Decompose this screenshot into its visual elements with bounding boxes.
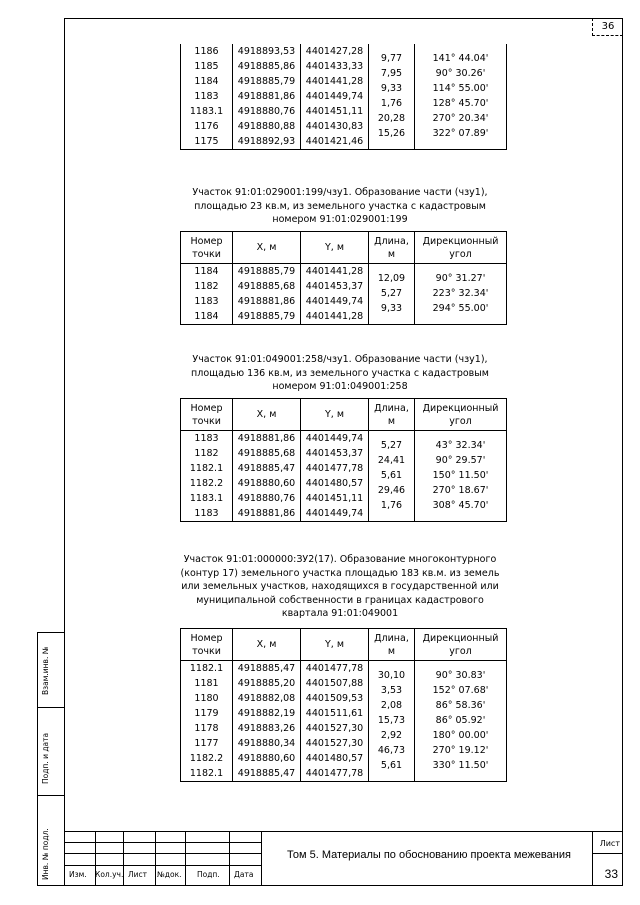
cell-y: 4401449,74 <box>301 431 369 447</box>
cell-angle: 152° 07.68' <box>415 676 507 691</box>
table-row <box>181 476 507 491</box>
caption-line: Участок 91:01:029001:199/чзу1. Образование части (чзу1), <box>192 187 488 198</box>
header-point: Номер точки <box>181 399 233 431</box>
table-row <box>181 461 507 476</box>
header-point: Номер точки <box>181 232 233 264</box>
stamp-line <box>64 865 261 866</box>
cell-point: 1183 <box>181 89 233 104</box>
cell-point: 1183 <box>181 506 233 522</box>
cell-x: 4918881,86 <box>233 431 301 447</box>
cell-angle: 270° 18.67' <box>415 476 507 491</box>
cell-angle: 270° 19.12' <box>415 736 507 751</box>
cell-length <box>369 309 415 325</box>
cell-y: 4401480,57 <box>301 476 369 491</box>
cell-point: 1182.2 <box>181 751 233 766</box>
table-row <box>181 279 507 294</box>
section-2-caption <box>150 353 530 394</box>
document-title: Том 5. Материалы по обоснованию проекта межевания <box>287 849 571 861</box>
cell-angle: 90° 30.83' <box>415 661 507 677</box>
cell-y: 4401449,74 <box>301 89 369 104</box>
cell-x: 4918880,60 <box>233 476 301 491</box>
cell-length: 7,95 <box>369 59 415 74</box>
header-y: Y, м <box>301 629 369 661</box>
cell-x: 4918885,79 <box>233 74 301 89</box>
cell-point: 1182 <box>181 446 233 461</box>
sidebar-cell-top <box>38 633 64 707</box>
table-row <box>181 691 507 706</box>
cell-angle: 150° 11.50' <box>415 461 507 476</box>
cell-length: 5,61 <box>369 751 415 766</box>
cell-angle <box>415 506 507 522</box>
stamp-line <box>155 831 156 886</box>
table-row <box>181 491 507 506</box>
cell-x: 4918885,47 <box>233 766 301 782</box>
cell-angle: 141° 44.04' <box>415 44 507 59</box>
cell-length: 24,41 <box>369 446 415 461</box>
header-length: Длина, м <box>369 629 415 661</box>
caption-line: номером 91:01:029001:199 <box>272 214 408 225</box>
cell-y: 4401507,88 <box>301 676 369 691</box>
cell-y: 4401453,37 <box>301 446 369 461</box>
cell-x: 4918882,08 <box>233 691 301 706</box>
cell-x: 4918885,68 <box>233 279 301 294</box>
cell-x: 4918880,76 <box>233 104 301 119</box>
table-row <box>181 506 507 522</box>
cell-point: 1179 <box>181 706 233 721</box>
stamp-col-izm: Изм. <box>69 870 87 879</box>
cell-point: 1183.1 <box>181 104 233 119</box>
cell-point: 1180 <box>181 691 233 706</box>
cell-angle <box>415 309 507 325</box>
sheet-label: Лист <box>599 839 620 848</box>
table-row <box>181 74 507 89</box>
cell-length: 2,08 <box>369 691 415 706</box>
cell-point: 1184 <box>181 264 233 280</box>
cell-point: 1178 <box>181 721 233 736</box>
cell-point: 1182.1 <box>181 766 233 782</box>
cell-angle: 90° 30.26' <box>415 59 507 74</box>
cell-y: 4401430,83 <box>301 119 369 134</box>
cell-y: 4401441,28 <box>301 74 369 89</box>
stamp-line <box>261 831 262 886</box>
cell-y: 4401421,46 <box>301 134 369 150</box>
title-block <box>64 831 623 886</box>
cell-length: 1,76 <box>369 89 415 104</box>
stamp-line <box>64 842 261 843</box>
sidebar-label-inventory: Инв. № подл. <box>41 828 50 880</box>
cell-angle: 270° 20.34' <box>415 104 507 119</box>
cell-angle: 43° 32.34' <box>415 431 507 447</box>
caption-line: номером 91:01:049001:258 <box>272 381 408 392</box>
cell-angle: 223° 32.34' <box>415 279 507 294</box>
caption-line: квартала 91:01:049001 <box>281 608 399 619</box>
caption-line: (контур 17) земельного участка площадью 183 кв.м. из земель <box>180 567 500 579</box>
sidebar-cell-bot <box>38 795 64 887</box>
cell-angle: 180° 00.00' <box>415 721 507 736</box>
caption-line: Участок 91:01:049001:258/чзу1. Образование части (чзу1), <box>192 354 488 365</box>
caption-line: площадью 136 кв.м, из земельного участка с кадастровым <box>191 367 489 379</box>
table-row <box>181 676 507 691</box>
cell-angle: 86° 05.92' <box>415 706 507 721</box>
stamp-line <box>229 831 230 886</box>
coordinates-table-section-2 <box>180 398 507 522</box>
cell-y: 4401453,37 <box>301 279 369 294</box>
cell-y: 4401477,78 <box>301 766 369 782</box>
cell-length: 12,09 <box>369 264 415 280</box>
cell-y: 4401441,28 <box>301 264 369 280</box>
cell-point: 1183.1 <box>181 491 233 506</box>
cell-angle: 322° 07.89' <box>415 119 507 134</box>
stamp-line <box>592 853 623 854</box>
cell-y: 4401451,11 <box>301 491 369 506</box>
stamp-col-podp: Подп. <box>197 870 220 879</box>
table-row <box>181 104 507 119</box>
stamp-col-list: Лист <box>128 870 148 879</box>
cell-length: 2,92 <box>369 721 415 736</box>
cell-length: 15,73 <box>369 706 415 721</box>
cell-y: 4401480,57 <box>301 751 369 766</box>
cell-length: 30,10 <box>369 661 415 677</box>
cell-angle <box>415 766 507 782</box>
cell-angle: 86° 58.36' <box>415 691 507 706</box>
table-row <box>181 736 507 751</box>
coordinates-table-section-1 <box>180 231 507 325</box>
cell-x: 4918885,86 <box>233 59 301 74</box>
cell-y: 4401449,74 <box>301 294 369 309</box>
section-1-caption <box>150 186 530 227</box>
table-row <box>181 431 507 447</box>
header-x: X, м <box>233 232 301 264</box>
cell-y: 4401441,28 <box>301 309 369 325</box>
cell-y: 4401477,78 <box>301 461 369 476</box>
caption-line: площадью 23 кв.м, из земельного участка с кадастровым <box>194 200 486 212</box>
header-point: Номер точки <box>181 629 233 661</box>
cell-x: 4918881,86 <box>233 506 301 522</box>
section-3-caption <box>150 553 530 621</box>
header-x: X, м <box>233 399 301 431</box>
cell-x: 4918885,68 <box>233 446 301 461</box>
table-row <box>181 766 507 782</box>
table-row <box>181 59 507 74</box>
cell-point: 1182.1 <box>181 661 233 677</box>
header-length: Длина, м <box>369 232 415 264</box>
caption-line: или земельных участков, находящихся в государственной или <box>181 581 499 592</box>
table-header-row <box>181 399 507 431</box>
table-row <box>181 721 507 736</box>
cell-x: 4918885,79 <box>233 309 301 325</box>
cell-length: 9,77 <box>369 44 415 59</box>
cell-point: 1186 <box>181 44 233 59</box>
cell-angle: 114° 55.00' <box>415 74 507 89</box>
cell-point: 1185 <box>181 59 233 74</box>
cell-point: 1183 <box>181 431 233 447</box>
cell-angle <box>415 134 507 150</box>
cell-length: 15,26 <box>369 119 415 134</box>
cell-x: 4918892,93 <box>233 134 301 150</box>
cell-angle: 308° 45.70' <box>415 491 507 506</box>
coordinates-table-continued <box>180 44 507 150</box>
cell-point: 1183 <box>181 294 233 309</box>
cell-x: 4918893,53 <box>233 44 301 59</box>
stamp-line <box>64 831 623 832</box>
cell-angle: 294° 55.00' <box>415 294 507 309</box>
cell-point: 1175 <box>181 134 233 150</box>
cell-length: 29,46 <box>369 476 415 491</box>
sidebar-label-replacement: Взам.инв. № <box>41 646 50 695</box>
cell-point: 1184 <box>181 74 233 89</box>
sheet-number: 33 <box>604 867 618 881</box>
cell-y: 4401527,30 <box>301 721 369 736</box>
table-row <box>181 89 507 104</box>
cell-length: 46,73 <box>369 736 415 751</box>
cell-x: 4918883,26 <box>233 721 301 736</box>
cell-point: 1182 <box>181 279 233 294</box>
cell-x: 4918880,60 <box>233 751 301 766</box>
cell-y: 4401449,74 <box>301 506 369 522</box>
header-angle: Дирекционный угол <box>415 399 507 431</box>
cell-length: 9,33 <box>369 74 415 89</box>
cell-length <box>369 506 415 522</box>
table-row <box>181 119 507 134</box>
cell-length: 1,76 <box>369 491 415 506</box>
cell-x: 4918881,86 <box>233 89 301 104</box>
cell-y: 4401511,61 <box>301 706 369 721</box>
cell-x: 4918880,76 <box>233 491 301 506</box>
table-row <box>181 309 507 325</box>
stamp-col-ndok: №док. <box>157 870 182 879</box>
table-row <box>181 446 507 461</box>
cell-angle: 330° 11.50' <box>415 751 507 766</box>
cell-angle: 90° 29.57' <box>415 446 507 461</box>
cell-length: 9,33 <box>369 294 415 309</box>
sidebar-label-signature: Подп. и дата <box>41 732 50 784</box>
stamp-line <box>185 831 186 886</box>
cell-point: 1184 <box>181 309 233 325</box>
coordinates-table-section-3 <box>180 628 507 782</box>
cell-length <box>369 766 415 782</box>
header-length: Длина, м <box>369 399 415 431</box>
cell-x: 4918882,19 <box>233 706 301 721</box>
caption-line: Участок 91:01:000000:ЗУ2(17). Образование многоконтурного <box>183 554 497 565</box>
header-x: X, м <box>233 629 301 661</box>
cell-point: 1182.2 <box>181 476 233 491</box>
header-angle: Дирекционный угол <box>415 232 507 264</box>
table-row <box>181 134 507 150</box>
table-row <box>181 294 507 309</box>
stamp-line <box>592 831 593 886</box>
table-header-row <box>181 232 507 264</box>
cell-length: 20,28 <box>369 104 415 119</box>
sidebar-stamp <box>37 632 64 886</box>
cell-point: 1181 <box>181 676 233 691</box>
page-corner-number: 36 <box>592 18 623 36</box>
table-header-row <box>181 629 507 661</box>
cell-length: 5,27 <box>369 279 415 294</box>
cell-point: 1176 <box>181 119 233 134</box>
cell-y: 4401433,33 <box>301 59 369 74</box>
cell-length: 3,53 <box>369 676 415 691</box>
cell-angle: 90° 31.27' <box>415 264 507 280</box>
table-row <box>181 264 507 280</box>
cell-point: 1177 <box>181 736 233 751</box>
table-row <box>181 751 507 766</box>
header-y: Y, м <box>301 232 369 264</box>
cell-length <box>369 134 415 150</box>
cell-y: 4401451,11 <box>301 104 369 119</box>
cell-angle: 128° 45.70' <box>415 89 507 104</box>
cell-length: 5,61 <box>369 461 415 476</box>
sidebar-cell-mid <box>38 707 64 795</box>
stamp-col-kol: Кол.уч. <box>95 870 124 879</box>
cell-x: 4918880,34 <box>233 736 301 751</box>
cell-x: 4918880,88 <box>233 119 301 134</box>
cell-x: 4918885,79 <box>233 264 301 280</box>
cell-x: 4918885,20 <box>233 676 301 691</box>
stamp-line <box>64 853 261 854</box>
cell-y: 4401477,78 <box>301 661 369 677</box>
cell-y: 4401527,30 <box>301 736 369 751</box>
cell-x: 4918885,47 <box>233 461 301 476</box>
cell-x: 4918881,86 <box>233 294 301 309</box>
cell-y: 4401509,53 <box>301 691 369 706</box>
table-row <box>181 661 507 677</box>
cell-y: 4401427,28 <box>301 44 369 59</box>
cell-x: 4918885,47 <box>233 661 301 677</box>
stamp-col-data: Дата <box>234 870 254 879</box>
cell-length: 5,27 <box>369 431 415 447</box>
cell-point: 1182.1 <box>181 461 233 476</box>
header-angle: Дирекционный угол <box>415 629 507 661</box>
table-row <box>181 706 507 721</box>
header-y: Y, м <box>301 399 369 431</box>
caption-line: муниципальной собственности в границах кадастрового <box>196 594 484 606</box>
table-row <box>181 44 507 59</box>
